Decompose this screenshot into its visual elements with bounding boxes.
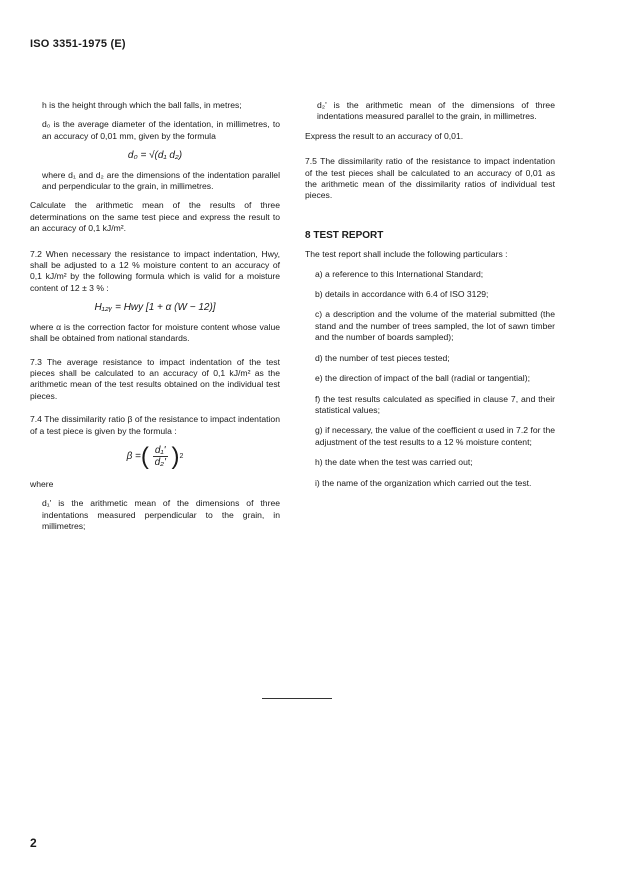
paragraph-where-d1-d2: where d₁ and d₂ are the dimensions of the indentation parallel and perpendicular to the grain, in millimetres. [42, 169, 280, 192]
end-rule-divider [262, 698, 332, 699]
list-item: c) a description and the volume of the material submitted (the stand and the number of trees sampled, the lot of sawn timber and the number of boards sampled); [315, 309, 555, 343]
section-title-test-report: 8 TEST REPORT [305, 229, 384, 241]
formula-h12: H₁₂ᵧ = Hwy [1 + α (W − 12)] [94, 302, 216, 314]
paragraph-d0-definition: d₀ is the average diameter of the identation, in millimetres, to an accuracy of 0,01 mm, given by the formula [42, 119, 280, 141]
paragraph-d1-prime: d₁' is the arithmetic mean of the dimensions of three indentations measured perpendicular to the grain, in millimetres; [42, 498, 280, 531]
paragraph-7-3: 7.3 The average resistance to impact indentation of the test pieces shall be calculated to an accuracy of 0,1 kJ/m² as the arithmetic mean of the test results obtained on the individual test pieces. [30, 356, 280, 401]
left-column [30, 100, 280, 540]
beta-denominator: d₂' [154, 457, 166, 469]
list-item: g) if necessary, the value of the coefficient α used in 7.2 for the adjustment of the test results to a 12 % moisture content; [315, 425, 555, 447]
list-item: d) the number of test pieces tested; [315, 352, 450, 363]
beta-lhs: β = [126, 451, 141, 463]
list-item: b) details in accordance with 6.4 of ISO 3129; [315, 289, 489, 300]
list-item: f) the test results calculated as specified in clause 7, and their statistical values; [315, 393, 555, 415]
document-header: ISO 3351-1975 (E) [30, 38, 126, 50]
list-item: i) the name of the organization which carried out the test. [315, 477, 532, 488]
beta-numerator: d₁' [154, 444, 166, 456]
list-item: a) a reference to this International Standard; [315, 268, 484, 279]
paragraph-h-definition: h is the height through which the ball falls, in metres; [42, 100, 242, 110]
open-paren: ( [140, 443, 149, 471]
paragraph-7-2: 7.2 When necessary the resistance to impact indentation, Hwy, shall be adjusted to a 12 % moisture content to an accuracy of 0,1 kJ/m² by the following formula which is valid for a moisture content of 12 ± 3 % : [30, 248, 280, 293]
paragraph-report-intro: The test report shall include the following particulars : [305, 249, 508, 260]
beta-exponent: 2 [179, 453, 184, 461]
list-item: e) the direction of impact of the ball (radial or tangential); [315, 373, 530, 384]
paragraph-alpha: where α is the correction factor for moisture content whose value shall be obtained from national standards. [30, 321, 280, 344]
right-column [305, 100, 555, 498]
list-item: h) the date when the test was carried out; [315, 457, 473, 468]
paragraph-d2-prime: d₂' is the arithmetic mean of the dimensions of three indentations measured parallel to the grain, in millimetres. [317, 100, 555, 122]
paragraph-where-2: where [30, 478, 54, 489]
paragraph-calculate-mean: Calculate the arithmetic mean of the results of three determinations on the same test piece and express the result to an accuracy of 0,1 kJ/m². [30, 200, 280, 234]
paragraph-7-5: 7.5 The dissimilarity ratio of the resistance to impact indentation of the test pieces shall be calculated to an accuracy of 0,01 as the arithmetic mean of the dissimilarity ratios of individual test pieces. [305, 156, 555, 201]
beta-fraction [153, 445, 168, 469]
paragraph-express-result: Express the result to an accuracy of 0,01. [305, 130, 464, 141]
close-paren: ) [171, 443, 180, 471]
report-items-list [305, 269, 555, 489]
page-number: 2 [30, 836, 37, 850]
formula-d0: d₀ = √(d₁ d₂) [127, 150, 183, 162]
paragraph-7-4: 7.4 The dissimilarity ratio β of the resistance to impact indentation of a test piece is given by the formula : [30, 414, 280, 436]
formula-beta [30, 445, 280, 469]
